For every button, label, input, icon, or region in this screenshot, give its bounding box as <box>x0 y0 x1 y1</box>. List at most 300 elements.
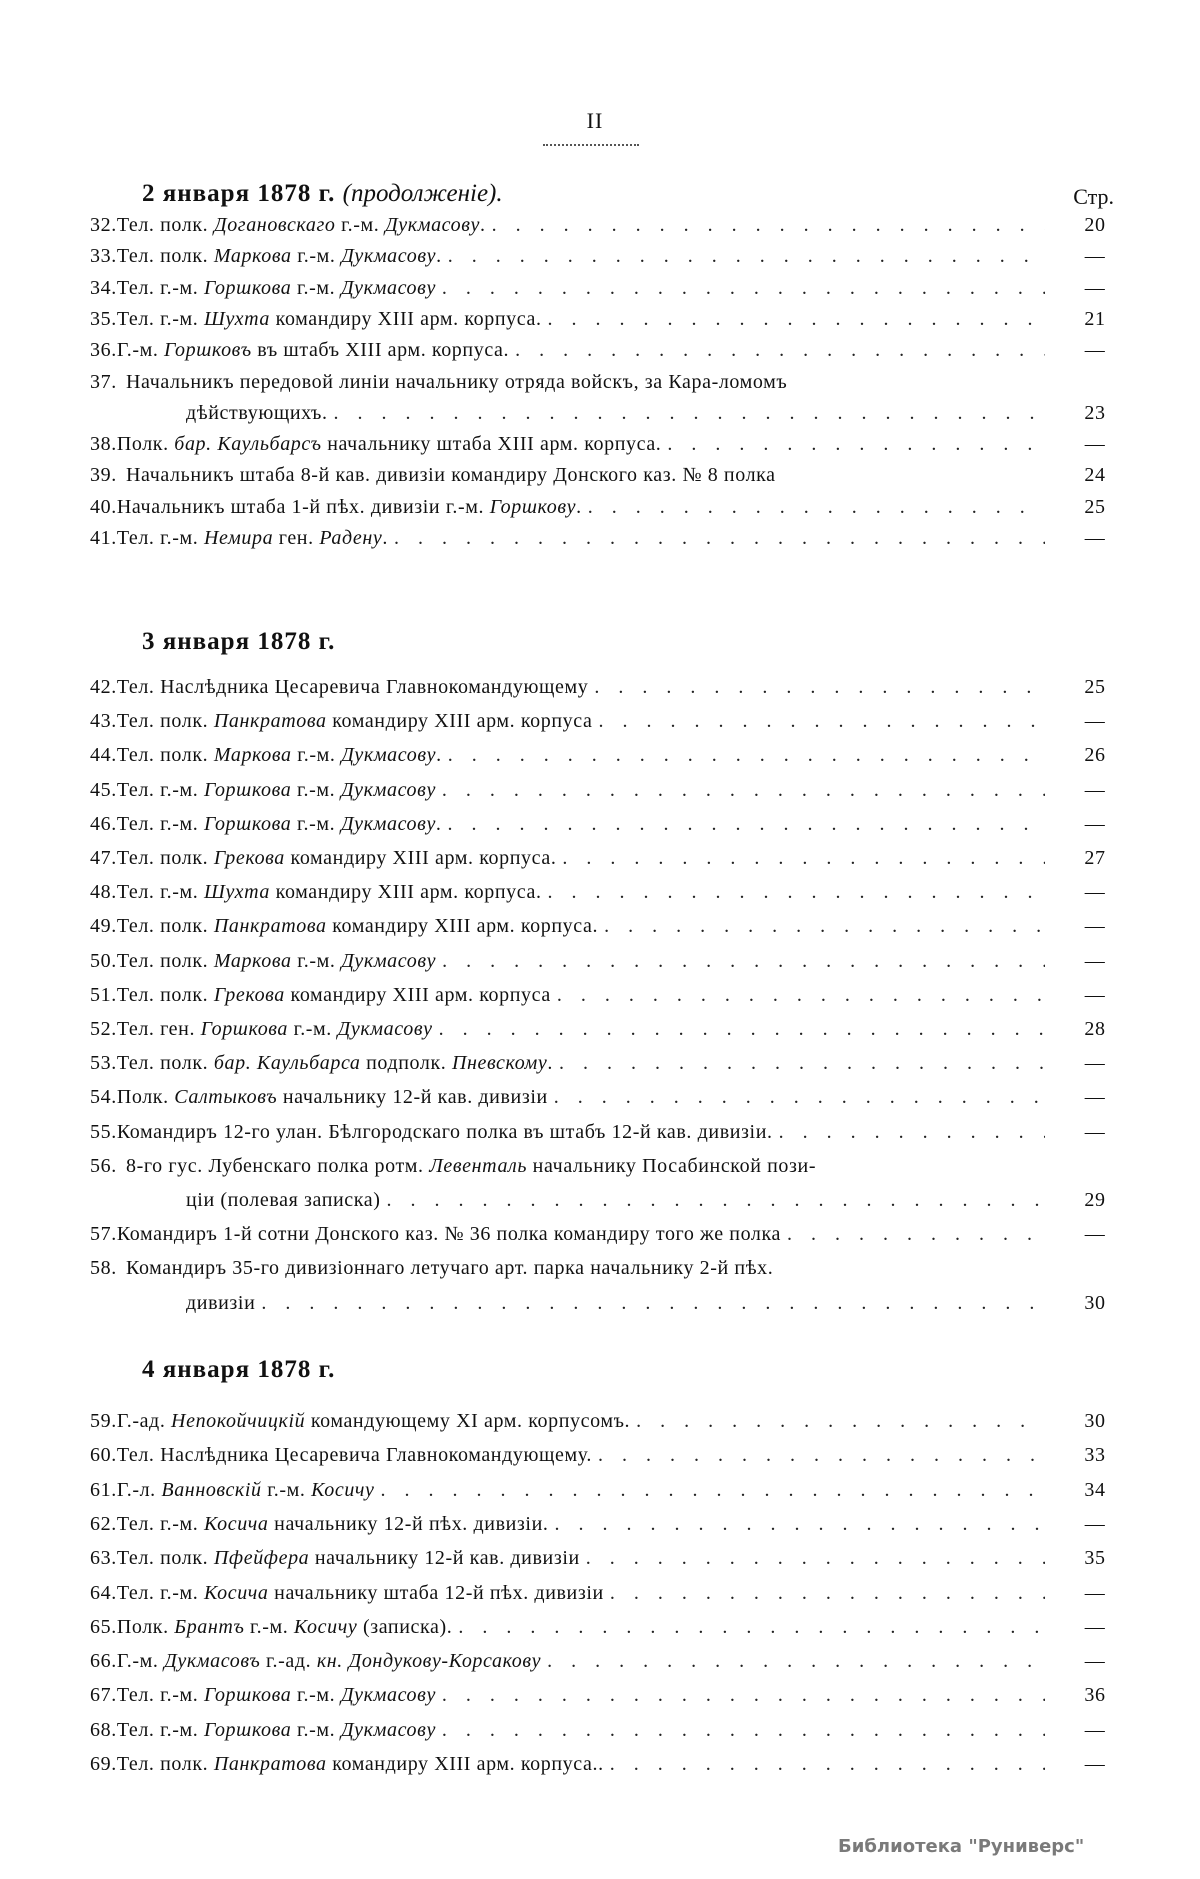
toc-entry[interactable] <box>90 847 1115 881</box>
toc-entry[interactable] <box>90 1410 1115 1444</box>
dot-leader <box>442 950 1045 973</box>
entry-page-number[interactable]: — <box>1084 881 1106 904</box>
entry-person-name: Горшкова <box>204 812 292 835</box>
entry-title <box>117 1052 553 1075</box>
entry-title <box>117 1018 433 1041</box>
entry-text: Тел. г.-м. <box>116 778 204 801</box>
entry-text: Тел. г.-м. <box>116 276 204 299</box>
toc-entry[interactable] <box>90 744 1115 778</box>
entry-person-name: Пфейфера <box>213 1547 310 1570</box>
entry-page-number[interactable]: — <box>1084 1086 1106 1109</box>
entry-person-name: Панкратова <box>213 710 327 733</box>
entry-text: въ штабъ XIII арм. корпуса. <box>251 339 510 362</box>
entry-text: начальнику штаба XIII арм. корпуса. <box>321 433 662 456</box>
entry-title <box>117 496 582 519</box>
entry-text: Тел. г.-м. <box>116 307 204 330</box>
entry-page-number[interactable]: — <box>1084 915 1106 938</box>
toc-entry[interactable] <box>90 1719 1115 1753</box>
entry-title <box>117 245 442 268</box>
entry-page-number[interactable]: 23 <box>1084 401 1106 424</box>
entry-number: 63. <box>90 1547 117 1570</box>
entry-page-number[interactable]: 27 <box>1084 847 1106 869</box>
entry-text: Тел. г.-м. <box>116 1581 204 1604</box>
section-heading <box>142 180 503 208</box>
dot-leader <box>604 915 1045 938</box>
entry-page-number[interactable]: 35 <box>1084 1547 1106 1570</box>
toc-entry[interactable] <box>90 950 1115 984</box>
entry-number: 53. <box>90 1052 117 1075</box>
toc-entry[interactable] <box>90 433 1115 464</box>
entry-person-name: кн. Дондукову-Корсакову <box>316 1650 542 1673</box>
entry-page-number[interactable]: 28 <box>1084 1018 1106 1040</box>
entry-text: начальнику Посабинской пози- <box>527 1154 817 1177</box>
entry-number: 55. <box>90 1120 117 1143</box>
dot-leader <box>559 1052 1045 1075</box>
entry-text: . <box>382 527 389 549</box>
entry-person-name: Косича <box>204 1512 269 1535</box>
entry-page-number[interactable]: — <box>1084 812 1106 835</box>
toc-entry[interactable] <box>90 1547 1115 1581</box>
entry-number: 39. <box>90 464 117 487</box>
entry-number: 33. <box>90 245 117 268</box>
entry-page-number[interactable]: — <box>1084 1718 1106 1741</box>
section-heading <box>142 1356 335 1384</box>
toc-entry[interactable] <box>90 1616 1115 1650</box>
entry-person-name: Дукмасову <box>337 1018 433 1040</box>
entry-text: Тел. г.-м. <box>116 1718 204 1741</box>
entry-text: г.-м. <box>291 744 342 767</box>
toc-entry[interactable] <box>90 371 1115 402</box>
dot-leader <box>261 1292 1045 1315</box>
entry-text: г.-м. <box>261 1478 312 1501</box>
page-column-header: Стр. <box>1073 184 1114 209</box>
entry-text: командиру XIII арм. корпуса. <box>284 847 557 869</box>
entry-page-number[interactable]: — <box>1084 527 1106 549</box>
entry-number: 44. <box>90 744 117 767</box>
page-number: II <box>586 108 604 133</box>
entry-text: Г.-л. <box>116 1478 162 1501</box>
toc-entry[interactable] <box>90 813 1115 847</box>
entry-number: 45. <box>90 778 117 801</box>
entry-page-number[interactable]: 34 <box>1084 1478 1106 1501</box>
entry-text: г.-м. <box>335 214 385 236</box>
toc-entry[interactable] <box>90 527 1115 558</box>
entry-text: Тел. полк. <box>116 744 214 767</box>
entry-person-name: Горшкова <box>204 778 292 801</box>
entry-number: 51. <box>90 983 117 1006</box>
entry-number: 47. <box>90 847 117 869</box>
entry-title <box>117 1513 549 1536</box>
dot-leader <box>394 527 1045 550</box>
entry-person-name: Ванновскій <box>161 1478 262 1501</box>
entry-title <box>117 1719 436 1742</box>
entry-text: Тел. г.-м. <box>116 527 204 549</box>
entry-title <box>117 339 509 362</box>
entry-text: Начальникъ передовой линіи начальнику отряда войскъ, за Кара-ломомъ <box>126 370 788 393</box>
entry-person-name: Шухта <box>204 881 271 904</box>
entry-person-name: Дукмасову <box>340 276 436 299</box>
entry-text: г.-м. <box>291 949 342 972</box>
entry-number: 43. <box>90 710 117 733</box>
toc-entry[interactable] <box>90 1018 1115 1052</box>
entry-person-name: бар. Каульбарса <box>213 1052 361 1075</box>
entry-page-number[interactable]: — <box>1084 1512 1106 1535</box>
entry-page-number[interactable]: — <box>1084 1650 1106 1673</box>
entry-number: 41. <box>90 527 117 549</box>
entry-text: командиру XIII арм. корпуса <box>326 710 593 733</box>
entry-title-continuation: дивизіи <box>186 1291 256 1314</box>
entry-page-number[interactable]: — <box>1084 1753 1106 1775</box>
entry-text: Тел. полк. <box>116 1547 214 1570</box>
entry-page-number[interactable]: — <box>1084 983 1106 1006</box>
entry-person-name: Дукмасову <box>384 214 481 236</box>
entry-person-name: Дукмасову <box>340 1718 436 1741</box>
entry-number: 35. <box>90 307 117 330</box>
entry-person-name: Грекова <box>213 983 285 1006</box>
entry-text: Г.-м. <box>116 1650 165 1673</box>
entry-page-number[interactable]: — <box>1084 1223 1106 1246</box>
entry-text: Тел. полк. <box>116 214 214 236</box>
entry-text: Командиръ 35-го дивизіоннаго летучаго арт. парка начальнику 2-й пѣх. <box>126 1257 774 1280</box>
entry-text: Командиръ 1-й сотни Донского каз. № 36 полка командиру того же полка <box>116 1223 781 1246</box>
toc-entry[interactable] <box>90 881 1115 915</box>
dot-leader <box>442 1684 1045 1707</box>
entry-number: 59. <box>90 1410 117 1432</box>
section-date: 4 января 1878 г. <box>142 1356 336 1383</box>
toc-entry[interactable] <box>90 984 1115 1018</box>
entry-title <box>117 433 662 456</box>
entry-text: ген. <box>273 527 320 549</box>
dot-leader <box>586 1547 1045 1570</box>
entry-text: начальнику 12-й кав. дивизіи <box>277 1086 548 1109</box>
dot-leader <box>515 339 1045 362</box>
dot-leader <box>598 1444 1045 1467</box>
dot-leader <box>594 676 1045 699</box>
entry-number: 52. <box>90 1018 117 1040</box>
entry-title <box>117 813 442 836</box>
entry-text: г.-ад. <box>260 1650 317 1673</box>
toc-entry[interactable] <box>90 464 1115 495</box>
toc-entry[interactable] <box>90 496 1115 527</box>
entry-person-name: Горшкова <box>200 1018 289 1040</box>
toc-entry[interactable] <box>90 1684 1115 1718</box>
entry-text: Полк. <box>116 433 175 456</box>
section-date: 3 января 1878 г. <box>142 628 336 655</box>
entry-number: 58. <box>90 1257 117 1280</box>
entry-text: 8-го гус. Лубенскаго полка ротм. <box>126 1154 430 1177</box>
toc-entry[interactable] <box>90 1479 1115 1513</box>
dot-leader <box>554 1086 1045 1109</box>
entry-text: Начальникъ штаба 1-й пѣх. дивизіи г.-м. <box>116 495 490 518</box>
entry-person-name: Косичу <box>311 1478 375 1501</box>
entry-title <box>117 277 436 300</box>
dot-leader <box>442 1719 1045 1742</box>
entry-text: Г.-м. <box>116 339 165 362</box>
entry-title <box>117 1684 436 1707</box>
entry-person-name: Косича <box>204 1581 269 1604</box>
dot-leader <box>439 1018 1045 1041</box>
entry-person-name: Дукмасову <box>341 949 437 972</box>
entry-person-name: Маркова <box>213 949 292 972</box>
entry-text: Тел. г.-м. <box>116 1684 204 1707</box>
dot-leader <box>448 744 1045 767</box>
entry-title <box>117 1121 773 1144</box>
dot-leader <box>334 402 1045 425</box>
entry-person-name: Горшкову <box>489 495 577 518</box>
entry-title <box>117 1479 375 1502</box>
entry-text: Полк. <box>116 1615 175 1638</box>
dot-leader <box>387 1189 1045 1212</box>
entry-text: Тел. полк. <box>116 1753 214 1775</box>
entry-number: 46. <box>90 812 117 835</box>
entry-title <box>117 1616 453 1639</box>
entry-text: Тел. полк. <box>116 915 214 938</box>
entry-person-name: Салтыковъ <box>174 1086 278 1109</box>
entry-person-name: Радену <box>319 527 383 549</box>
dot-leader <box>442 277 1045 300</box>
entry-text: Тел. полк. <box>116 245 214 268</box>
entry-text: (записка). <box>357 1615 453 1638</box>
entry-page-number[interactable]: 24 <box>1084 464 1106 487</box>
entry-person-name: Немира <box>204 527 274 549</box>
entry-text: Тел. полк. <box>116 1052 214 1075</box>
entry-text: г.-м. <box>291 1718 341 1741</box>
entry-title <box>117 1547 580 1570</box>
entry-number: 56. <box>90 1154 117 1177</box>
entry-person-name: Маркова <box>213 245 292 268</box>
dot-leader <box>547 1650 1045 1673</box>
entry-page-number[interactable]: — <box>1084 245 1106 268</box>
entry-number: 32. <box>90 214 117 236</box>
entry-text: Тел. полк. <box>116 710 214 733</box>
entry-number: 48. <box>90 881 117 904</box>
entry-person-name: Дукмасову <box>341 744 437 767</box>
toc-entry[interactable] <box>90 277 1115 308</box>
entry-page-number[interactable]: 26 <box>1084 744 1106 767</box>
entry-title <box>117 779 436 802</box>
entry-number: 66. <box>90 1650 117 1673</box>
entry-title <box>117 1223 781 1246</box>
entry-number: 67. <box>90 1684 117 1707</box>
entry-text: командиру XIII арм. корпуса. <box>270 881 542 904</box>
entry-page-number[interactable]: 30 <box>1084 1291 1106 1314</box>
entry-person-name: Дукмасовъ <box>164 1650 261 1673</box>
entry-title <box>117 710 593 733</box>
entry-page-number[interactable]: — <box>1084 1052 1106 1075</box>
entry-text: . <box>436 245 442 268</box>
toc-entry-continuation[interactable] <box>90 1292 1115 1326</box>
entry-page-number[interactable]: — <box>1084 949 1106 972</box>
entry-person-name: Дукмасову <box>341 245 437 268</box>
page-number-rule <box>543 144 639 146</box>
library-watermark: Библиотека "Руниверс" <box>838 1836 1085 1857</box>
entry-title <box>117 527 388 550</box>
entry-text: . <box>576 495 582 518</box>
entry-title <box>117 1086 548 1109</box>
entry-person-name: бар. Каульбарсъ <box>174 433 322 456</box>
entry-text: г.-м. <box>291 1684 341 1707</box>
entry-person-name: Горшкова <box>204 1718 292 1741</box>
entry-page-number[interactable]: 20 <box>1084 214 1106 236</box>
entry-page-number[interactable]: — <box>1084 1581 1106 1604</box>
entry-page-number[interactable]: — <box>1084 433 1106 456</box>
entry-person-name: Косичу <box>293 1615 358 1638</box>
dot-leader <box>381 1479 1045 1502</box>
entry-text: Тел. полк. <box>116 847 214 869</box>
entry-person-name: Маркова <box>213 744 292 767</box>
entry-page-number[interactable]: 33 <box>1084 1444 1106 1467</box>
entry-title <box>126 1257 773 1280</box>
entry-person-name: Панкратова <box>213 915 327 938</box>
dot-leader <box>548 308 1045 331</box>
entry-text: . <box>547 1052 554 1075</box>
entry-page-number[interactable]: — <box>1084 276 1106 299</box>
dot-leader <box>442 779 1045 802</box>
dot-leader <box>636 1410 1045 1433</box>
entry-text: г.-м. <box>288 1018 338 1040</box>
entry-text: Тел. полк. <box>116 983 214 1006</box>
entry-page-number[interactable]: 25 <box>1084 495 1106 518</box>
entry-text: Г.-ад. <box>116 1410 172 1432</box>
dot-leader <box>779 1121 1045 1144</box>
section-date: 2 января 1878 г. <box>142 180 336 207</box>
toc-entry[interactable] <box>90 339 1115 370</box>
entry-text: Тел. Наслѣдника Цесаревича Главнокомандующему <box>116 676 589 698</box>
entry-number: 34. <box>90 276 117 299</box>
toc-entry[interactable] <box>90 1155 1115 1189</box>
entry-title <box>117 214 486 237</box>
entry-text: начальнику 12-й пѣх. дивизіи. <box>268 1512 549 1535</box>
entry-page-number[interactable]: — <box>1084 1120 1106 1143</box>
dot-leader <box>610 1582 1045 1605</box>
entry-title <box>117 984 551 1007</box>
entry-person-name: Горшкова <box>204 276 292 299</box>
toc-entry[interactable] <box>90 308 1115 339</box>
dot-leader <box>588 496 1045 519</box>
entry-text: Тел. г.-м. <box>116 881 204 904</box>
toc-entry[interactable] <box>90 1223 1115 1257</box>
entry-number: 36. <box>90 339 117 362</box>
entry-number: 40. <box>90 495 117 518</box>
entry-title-continuation: дѣйствующихъ. <box>186 401 328 424</box>
dot-leader <box>548 881 1045 904</box>
entry-number: 61. <box>90 1478 117 1501</box>
entry-text: Полк. <box>116 1086 175 1109</box>
entry-person-name: Дукмасову <box>340 1684 436 1707</box>
entry-text: подполк. <box>360 1052 452 1075</box>
entry-number: 60. <box>90 1444 117 1467</box>
toc-entry[interactable] <box>90 710 1115 744</box>
entry-number: 42. <box>90 676 117 698</box>
entry-page-number[interactable]: 36 <box>1084 1684 1106 1707</box>
entry-text: г.-м. <box>291 812 341 835</box>
dot-leader <box>562 847 1045 870</box>
entry-text: командиру XIII арм. корпуса <box>284 983 551 1006</box>
entry-title <box>117 676 589 699</box>
toc-entry[interactable] <box>90 1121 1115 1155</box>
entry-person-name: Непокойчицкій <box>171 1410 306 1432</box>
entry-person-name: Горшкова <box>204 1684 292 1707</box>
entry-page-number[interactable]: — <box>1084 778 1106 801</box>
entry-page-number[interactable]: 30 <box>1084 1410 1106 1432</box>
toc-entry[interactable] <box>90 1650 1115 1684</box>
entry-person-name: Дукмасову <box>340 812 436 835</box>
entry-text: начальнику 12-й кав. дивизіи <box>309 1547 580 1570</box>
entry-text: Начальникъ штаба 8-й кав. дивизіи командиру Донского каз. № 8 полка <box>126 464 776 487</box>
dot-leader <box>599 710 1046 733</box>
toc-entry-continuation[interactable] <box>90 1189 1115 1223</box>
entry-title <box>126 464 776 487</box>
entry-number: 50. <box>90 949 117 972</box>
entry-person-name: Догановскаго <box>213 214 336 236</box>
toc-entry[interactable] <box>90 1582 1115 1616</box>
toc-entry[interactable] <box>90 1513 1115 1547</box>
toc-entry[interactable] <box>90 1086 1115 1120</box>
toc-entry[interactable] <box>90 214 1115 245</box>
dot-leader <box>667 433 1045 456</box>
entry-text: Тел. г.-м. <box>116 812 204 835</box>
entry-title <box>117 1650 541 1673</box>
entry-person-name: Брантъ <box>174 1615 245 1638</box>
entry-number: 38. <box>90 433 117 456</box>
dot-leader <box>492 214 1045 237</box>
entry-page-number[interactable]: — <box>1084 339 1106 362</box>
entry-number: 68. <box>90 1718 117 1741</box>
toc-entry[interactable] <box>90 779 1115 813</box>
entry-person-name: Левенталь <box>429 1154 528 1177</box>
entry-title <box>117 1444 592 1467</box>
toc-entry[interactable] <box>90 245 1115 276</box>
dot-leader <box>787 1223 1045 1246</box>
entry-person-name: Грекова <box>213 847 285 869</box>
entry-text: г.-м. <box>291 276 341 299</box>
entry-text: Тел. Наслѣдника Цесаревича Главнокомандующему. <box>116 1444 592 1467</box>
entry-text: г.-м. <box>244 1615 294 1638</box>
entry-number: 69. <box>90 1753 117 1775</box>
entry-person-name: Пневскому <box>451 1052 548 1075</box>
entry-person-name: Горшковъ <box>164 339 252 362</box>
entry-page-number[interactable]: — <box>1084 1615 1106 1638</box>
toc-entry[interactable] <box>90 1444 1115 1478</box>
entry-page-number[interactable]: — <box>1084 710 1106 733</box>
entry-title <box>117 1582 604 1605</box>
entry-page-number[interactable]: 21 <box>1084 307 1106 330</box>
toc-entry[interactable] <box>90 676 1115 710</box>
entry-title <box>117 950 436 973</box>
toc-entry[interactable] <box>90 1257 1115 1291</box>
section-continuation-note: (продолженіе). <box>342 180 503 207</box>
entry-page-number[interactable]: 25 <box>1084 676 1106 698</box>
section-heading <box>142 628 335 656</box>
toc-entry[interactable] <box>90 1753 1115 1787</box>
entry-person-name: Панкратова <box>213 1753 327 1775</box>
entry-text: командующему XI арм. корпусомъ. <box>305 1410 631 1432</box>
entry-number: 65. <box>90 1615 117 1638</box>
entry-page-number[interactable]: 29 <box>1084 1189 1106 1211</box>
dot-leader <box>610 1753 1045 1776</box>
entry-text: начальнику штаба 12-й пѣх. дивизіи <box>268 1581 604 1604</box>
toc-entry[interactable] <box>90 915 1115 949</box>
dot-leader <box>458 1616 1045 1639</box>
entry-number: 64. <box>90 1581 117 1604</box>
toc-entry[interactable] <box>90 1052 1115 1086</box>
entry-text: г.-м. <box>291 778 341 801</box>
dot-leader <box>448 245 1045 268</box>
entry-text: Тел. г.-м. <box>116 1512 204 1535</box>
toc-entry-continuation[interactable] <box>90 402 1115 433</box>
entry-title <box>126 371 787 394</box>
entry-number: 49. <box>90 915 117 938</box>
